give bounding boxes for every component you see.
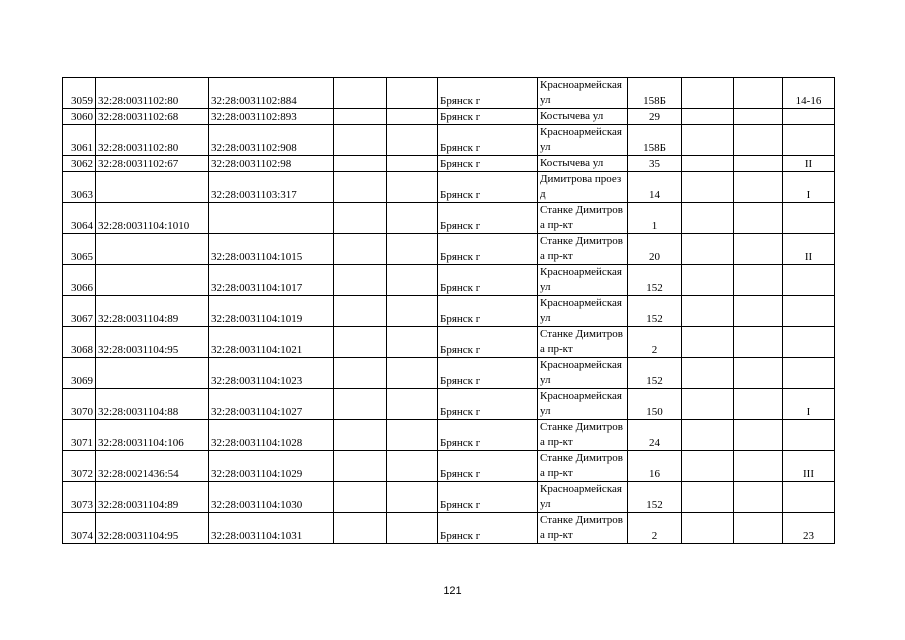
cell-parent-cadastral bbox=[96, 358, 209, 389]
cell-number: 3066 bbox=[63, 265, 96, 296]
cell-cadastral-number: 32:28:0031104:1028 bbox=[209, 420, 334, 451]
cell-empty bbox=[334, 420, 387, 451]
cell-city: Брянск г bbox=[438, 125, 538, 156]
cell-house: 16 bbox=[628, 451, 682, 482]
cell-cadastral-number: 32:28:0031104:1015 bbox=[209, 234, 334, 265]
cell-house: 158Б bbox=[628, 78, 682, 109]
cell-empty bbox=[734, 327, 783, 358]
cell-apartment: 14-16 bbox=[783, 78, 835, 109]
cell-apartment bbox=[783, 296, 835, 327]
cell-apartment bbox=[783, 327, 835, 358]
cell-empty bbox=[682, 358, 734, 389]
cell-parent-cadastral: 32:28:0031104:88 bbox=[96, 389, 209, 420]
cell-city: Брянск г bbox=[438, 265, 538, 296]
cell-parent-cadastral: 32:28:0031102:68 bbox=[96, 109, 209, 125]
cell-empty bbox=[334, 125, 387, 156]
cell-house: 14 bbox=[628, 172, 682, 203]
cell-street: Станке Димитрова пр-кт bbox=[538, 420, 628, 451]
cell-number: 3065 bbox=[63, 234, 96, 265]
cell-number: 3071 bbox=[63, 420, 96, 451]
cell-street: Костычева ул bbox=[538, 109, 628, 125]
cell-city: Брянск г bbox=[438, 109, 538, 125]
cell-cadastral-number: 32:28:0031104:1023 bbox=[209, 358, 334, 389]
cell-empty bbox=[682, 109, 734, 125]
table-row bbox=[63, 203, 835, 234]
cell-city: Брянск г bbox=[438, 203, 538, 234]
cell-number: 3063 bbox=[63, 172, 96, 203]
cell-parent-cadastral: 32:28:0031104:106 bbox=[96, 420, 209, 451]
cell-street: Красноармейская ул bbox=[538, 125, 628, 156]
table-row bbox=[63, 358, 835, 389]
cell-empty bbox=[334, 482, 387, 513]
cell-number: 3061 bbox=[63, 125, 96, 156]
cell-street: Станке Димитрова пр-кт bbox=[538, 327, 628, 358]
cell-number: 3064 bbox=[63, 203, 96, 234]
cell-empty bbox=[387, 420, 438, 451]
cell-house: 1 bbox=[628, 203, 682, 234]
cell-empty bbox=[387, 265, 438, 296]
cell-apartment: 23 bbox=[783, 513, 835, 544]
cell-parent-cadastral: 32:28:0031102:80 bbox=[96, 125, 209, 156]
cell-street: Красноармейская ул bbox=[538, 296, 628, 327]
cell-house: 24 bbox=[628, 420, 682, 451]
cell-city: Брянск г bbox=[438, 420, 538, 451]
table-row bbox=[63, 109, 835, 125]
cell-cadastral-number: 32:28:0031102:884 bbox=[209, 78, 334, 109]
cell-empty bbox=[734, 389, 783, 420]
cell-empty bbox=[682, 265, 734, 296]
cell-cadastral-number: 32:28:0031102:893 bbox=[209, 109, 334, 125]
cell-empty bbox=[387, 327, 438, 358]
cell-empty bbox=[387, 172, 438, 203]
cell-empty bbox=[387, 296, 438, 327]
cell-parent-cadastral: 32:28:0031102:80 bbox=[96, 78, 209, 109]
cell-apartment: II bbox=[783, 156, 835, 172]
page-number: 121 bbox=[443, 585, 462, 597]
cell-parent-cadastral bbox=[96, 265, 209, 296]
cell-parent-cadastral: 32:28:0021436:54 bbox=[96, 451, 209, 482]
cell-cadastral-number: 32:28:0031102:98 bbox=[209, 156, 334, 172]
cell-empty bbox=[682, 296, 734, 327]
cell-empty bbox=[734, 482, 783, 513]
cell-cadastral-number bbox=[209, 203, 334, 234]
cell-empty bbox=[334, 513, 387, 544]
cell-empty bbox=[387, 109, 438, 125]
cell-apartment bbox=[783, 482, 835, 513]
cell-apartment: III bbox=[783, 451, 835, 482]
cell-empty bbox=[387, 451, 438, 482]
cell-empty bbox=[682, 451, 734, 482]
cell-city: Брянск г bbox=[438, 451, 538, 482]
cell-cadastral-number: 32:28:0031104:1021 bbox=[209, 327, 334, 358]
cell-cadastral-number: 32:28:0031104:1031 bbox=[209, 513, 334, 544]
cell-empty bbox=[734, 296, 783, 327]
cell-apartment bbox=[783, 265, 835, 296]
cell-cadastral-number: 32:28:0031104:1030 bbox=[209, 482, 334, 513]
cell-number: 3068 bbox=[63, 327, 96, 358]
cell-house: 152 bbox=[628, 296, 682, 327]
cell-empty bbox=[734, 156, 783, 172]
cell-apartment: I bbox=[783, 172, 835, 203]
cell-street: Станке Димитрова пр-кт bbox=[538, 513, 628, 544]
cell-number: 3072 bbox=[63, 451, 96, 482]
cell-cadastral-number: 32:28:0031103:317 bbox=[209, 172, 334, 203]
cell-empty bbox=[334, 358, 387, 389]
cell-empty bbox=[682, 203, 734, 234]
cell-city: Брянск г bbox=[438, 513, 538, 544]
cell-apartment bbox=[783, 109, 835, 125]
cell-city: Брянск г bbox=[438, 172, 538, 203]
cell-empty bbox=[387, 482, 438, 513]
cell-number: 3074 bbox=[63, 513, 96, 544]
cell-street: Станке Димитрова пр-кт bbox=[538, 234, 628, 265]
cell-empty bbox=[734, 78, 783, 109]
cell-empty bbox=[734, 109, 783, 125]
cell-parent-cadastral: 32:28:0031102:67 bbox=[96, 156, 209, 172]
cell-street: Красноармейская ул bbox=[538, 482, 628, 513]
cell-empty bbox=[387, 78, 438, 109]
cell-house: 35 bbox=[628, 156, 682, 172]
cell-house: 158Б bbox=[628, 125, 682, 156]
cell-empty bbox=[734, 125, 783, 156]
table-row bbox=[63, 482, 835, 513]
cell-parent-cadastral: 32:28:0031104:95 bbox=[96, 513, 209, 544]
cell-empty bbox=[387, 234, 438, 265]
cell-street: Станке Димитрова пр-кт bbox=[538, 203, 628, 234]
cell-apartment bbox=[783, 203, 835, 234]
cell-house: 152 bbox=[628, 265, 682, 296]
cell-street: Димитрова проезд bbox=[538, 172, 628, 203]
cell-city: Брянск г bbox=[438, 156, 538, 172]
cell-street: Красноармейская ул bbox=[538, 265, 628, 296]
cell-parent-cadastral bbox=[96, 234, 209, 265]
cell-empty bbox=[734, 172, 783, 203]
cell-empty bbox=[734, 358, 783, 389]
cell-empty bbox=[734, 234, 783, 265]
cell-house: 2 bbox=[628, 327, 682, 358]
cell-street: Станке Димитрова пр-кт bbox=[538, 451, 628, 482]
cell-house: 29 bbox=[628, 109, 682, 125]
cell-apartment bbox=[783, 420, 835, 451]
cell-parent-cadastral bbox=[96, 172, 209, 203]
cell-parent-cadastral: 32:28:0031104:95 bbox=[96, 327, 209, 358]
table-row bbox=[63, 125, 835, 156]
cell-apartment: I bbox=[783, 389, 835, 420]
cell-number: 3073 bbox=[63, 482, 96, 513]
cell-empty bbox=[734, 265, 783, 296]
cell-empty bbox=[387, 358, 438, 389]
cell-cadastral-number: 32:28:0031104:1029 bbox=[209, 451, 334, 482]
cell-apartment bbox=[783, 358, 835, 389]
cell-empty bbox=[334, 203, 387, 234]
cell-empty bbox=[682, 78, 734, 109]
table-row bbox=[63, 327, 835, 358]
cell-empty bbox=[682, 234, 734, 265]
cell-empty bbox=[334, 265, 387, 296]
cell-city: Брянск г bbox=[438, 327, 538, 358]
cell-street: Красноармейская ул bbox=[538, 358, 628, 389]
cell-number: 3070 bbox=[63, 389, 96, 420]
cell-empty bbox=[734, 420, 783, 451]
table-row bbox=[63, 420, 835, 451]
cell-street: Костычева ул bbox=[538, 156, 628, 172]
cell-number: 3069 bbox=[63, 358, 96, 389]
cell-empty bbox=[682, 389, 734, 420]
cell-cadastral-number: 32:28:0031104:1019 bbox=[209, 296, 334, 327]
cell-house: 2 bbox=[628, 513, 682, 544]
cell-empty bbox=[387, 156, 438, 172]
cell-empty bbox=[387, 125, 438, 156]
cell-street: Красноармейская ул bbox=[538, 389, 628, 420]
cell-number: 3059 bbox=[63, 78, 96, 109]
cell-street: Красноармейская ул bbox=[538, 78, 628, 109]
cell-empty bbox=[334, 172, 387, 203]
cell-empty bbox=[334, 109, 387, 125]
cell-number: 3060 bbox=[63, 109, 96, 125]
cell-city: Брянск г bbox=[438, 358, 538, 389]
cell-empty bbox=[334, 156, 387, 172]
cell-empty bbox=[334, 296, 387, 327]
cell-empty bbox=[387, 203, 438, 234]
cell-empty bbox=[334, 78, 387, 109]
cell-empty bbox=[734, 203, 783, 234]
cell-empty bbox=[334, 327, 387, 358]
cell-city: Брянск г bbox=[438, 296, 538, 327]
cell-empty bbox=[682, 482, 734, 513]
cell-empty bbox=[682, 327, 734, 358]
cell-cadastral-number: 32:28:0031102:908 bbox=[209, 125, 334, 156]
register-table bbox=[62, 77, 835, 544]
cell-city: Брянск г bbox=[438, 78, 538, 109]
cell-empty bbox=[334, 234, 387, 265]
table-row bbox=[63, 451, 835, 482]
cell-number: 3062 bbox=[63, 156, 96, 172]
cell-empty bbox=[682, 156, 734, 172]
cell-house: 20 bbox=[628, 234, 682, 265]
cell-empty bbox=[334, 451, 387, 482]
cell-city: Брянск г bbox=[438, 389, 538, 420]
cell-apartment bbox=[783, 125, 835, 156]
cell-empty bbox=[387, 513, 438, 544]
cell-empty bbox=[682, 172, 734, 203]
cell-house: 152 bbox=[628, 358, 682, 389]
cell-parent-cadastral: 32:28:0031104:89 bbox=[96, 296, 209, 327]
cell-apartment: II bbox=[783, 234, 835, 265]
cell-city: Брянск г bbox=[438, 482, 538, 513]
table-row bbox=[63, 389, 835, 420]
table-row bbox=[63, 172, 835, 203]
cell-empty bbox=[682, 513, 734, 544]
cell-cadastral-number: 32:28:0031104:1017 bbox=[209, 265, 334, 296]
cell-empty bbox=[334, 389, 387, 420]
cell-number: 3067 bbox=[63, 296, 96, 327]
table-row bbox=[63, 296, 835, 327]
cell-parent-cadastral: 32:28:0031104:89 bbox=[96, 482, 209, 513]
cell-house: 152 bbox=[628, 482, 682, 513]
table-row bbox=[63, 234, 835, 265]
cell-parent-cadastral: 32:28:0031104:1010 bbox=[96, 203, 209, 234]
cell-empty bbox=[387, 389, 438, 420]
cell-cadastral-number: 32:28:0031104:1027 bbox=[209, 389, 334, 420]
table-row bbox=[63, 156, 835, 172]
table-row bbox=[63, 78, 835, 109]
cell-empty bbox=[734, 513, 783, 544]
cell-empty bbox=[682, 125, 734, 156]
table-row bbox=[63, 513, 835, 544]
cell-empty bbox=[734, 451, 783, 482]
table-row bbox=[63, 265, 835, 296]
cell-city: Брянск г bbox=[438, 234, 538, 265]
cell-house: 150 bbox=[628, 389, 682, 420]
cell-empty bbox=[682, 420, 734, 451]
